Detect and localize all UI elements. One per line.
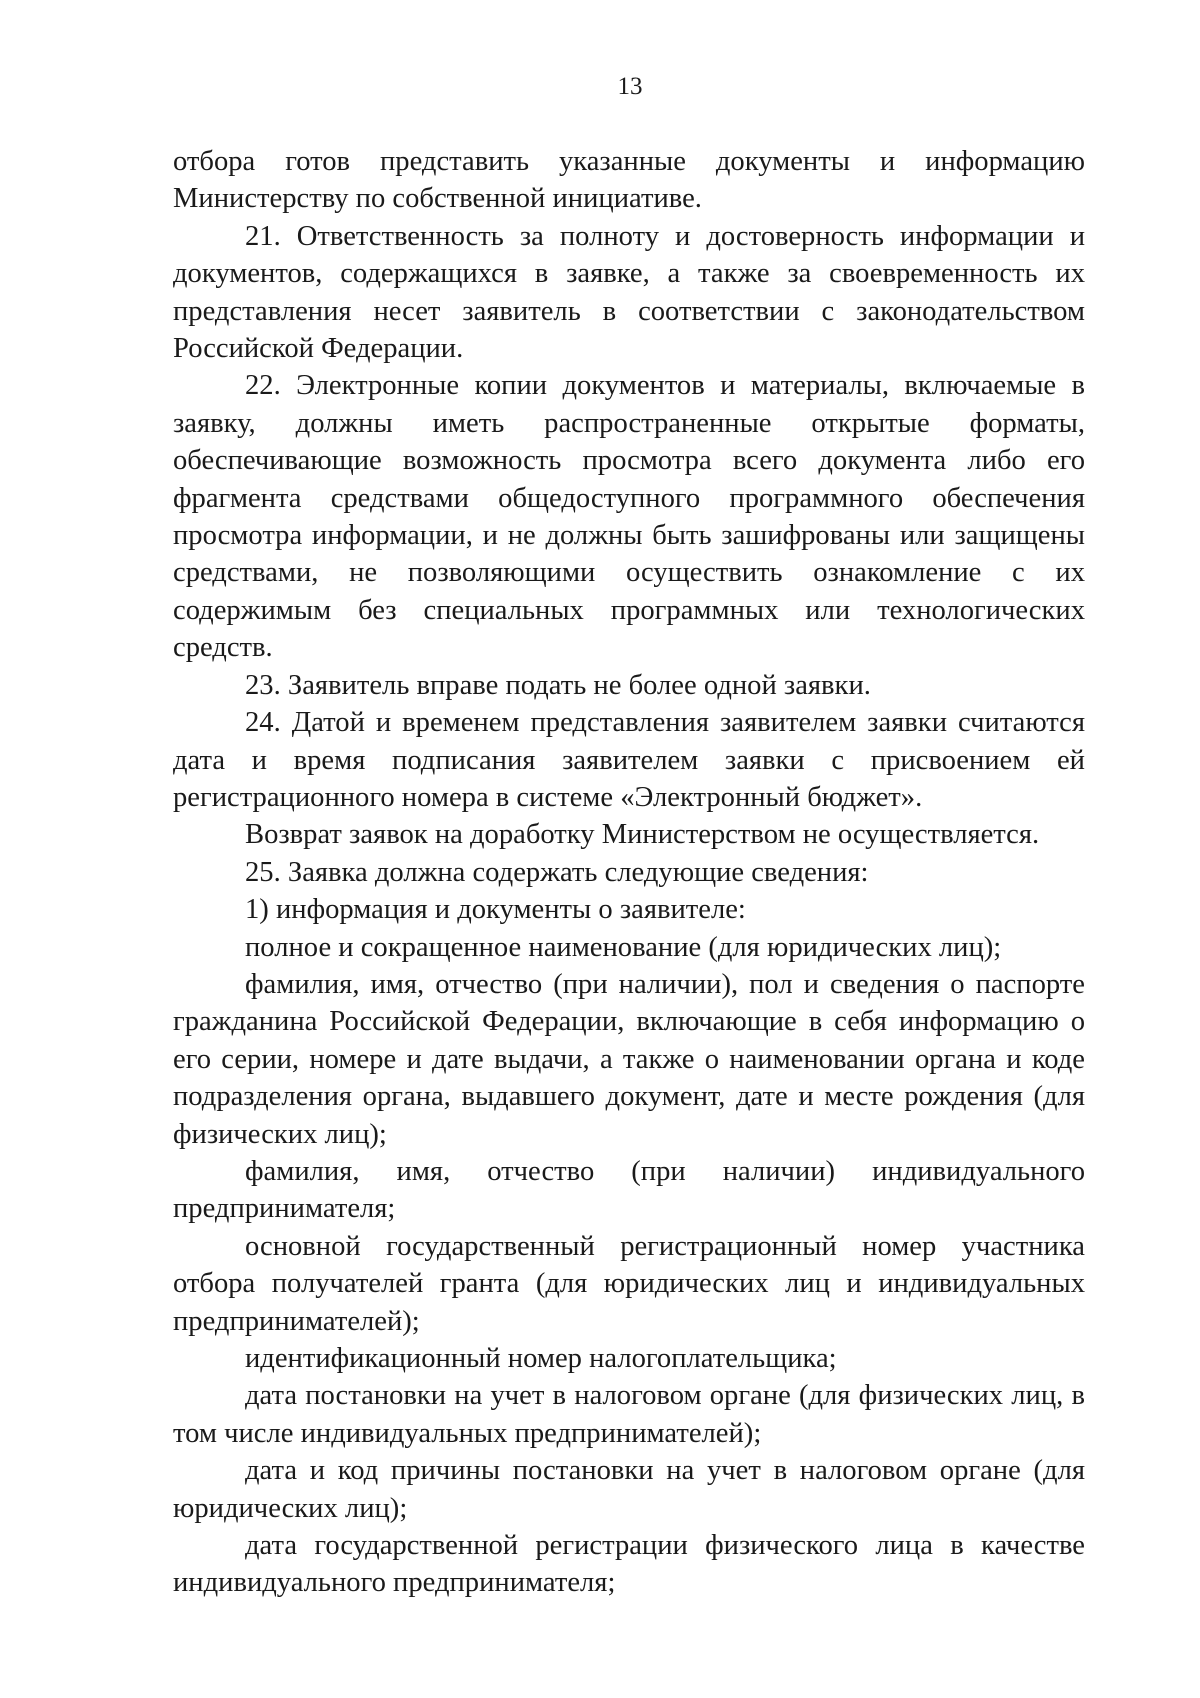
paragraph-state-registration: дата государственной регистрации физического лица в качестве индивидуального предпринимателя; <box>173 1530 1085 1599</box>
paragraph-legal-name: полное и сокращенное наименование (для юридических лиц); <box>245 931 1002 963</box>
paragraph-return-note: Возврат заявок на доработку Министерством не осуществляется. <box>245 819 1040 851</box>
paragraph-subitem-1: 1) информация и документы о заявителе: <box>245 894 746 926</box>
paragraph-inn: идентификационный номер налогоплательщика; <box>245 1343 837 1374</box>
paragraph-entrepreneur-name: фамилия, имя, отчество (при наличии) индивидуального предпринимателя; <box>173 1155 1085 1225</box>
paragraph-item-21: 21. Ответственность за полноту и достоверность информации и документов, содержащихся в заявке, а также за своевременность их представления несет заявитель в соответствии с законодательством Российской Федерации. <box>173 220 1085 365</box>
page-number: 13 <box>617 73 643 100</box>
paragraph-item-25: 25. Заявка должна содержать следующие сведения: <box>245 856 869 888</box>
paragraph-passport-info: фамилия, имя, отчество (при наличии), пол и сведения о паспорте гражданина Российской Федерации, включающие в себя информацию о его серии, номере и дате выдачи, а также о наименовании органа и коде подразделения органа, выдавшего документ, дате и месте рождения (для физических лиц); <box>173 968 1085 1150</box>
paragraph-kpp: дата и код причины постановки на учет в налоговом органе (для юридических лиц); <box>173 1455 1085 1524</box>
paragraph-item-23: 23. Заявитель вправе подать не более одной заявки. <box>245 669 871 701</box>
paragraph-continuation: отбора готов представить указанные документы и информацию Министерству по собственной инициативе. <box>173 146 1085 215</box>
paragraph-item-24: 24. Датой и временем представления заявителем заявки считаются дата и время подписания заявителем заявки с присвоением ей регистрационного номера в системе «Электронный бюджет». <box>173 707 1085 813</box>
paragraph-ogrn: основной государственный регистрационный номер участника отбора получателей гранта (для юридических лиц и индивидуальных предпринимателей); <box>173 1230 1085 1337</box>
paragraph-item-22: 22. Электронные копии документов и материалы, включаемые в заявку, должны иметь распространенные открытые форматы, обеспечивающие возможность просмотра всего документа либо его фрагмента средствами общедоступного программного обеспечения просмотра информации, и не должны быть зашифрованы или защищены средствами, не позволяющими осуществить ознакомление с их содержимым без специальных программных или технологических средств. <box>173 370 1085 664</box>
document-body <box>173 143 1085 1602</box>
paragraph-tax-registration-individuals: дата постановки на учет в налоговом органе (для физических лиц, в том числе индивидуальных предпринимателей); <box>173 1380 1085 1449</box>
